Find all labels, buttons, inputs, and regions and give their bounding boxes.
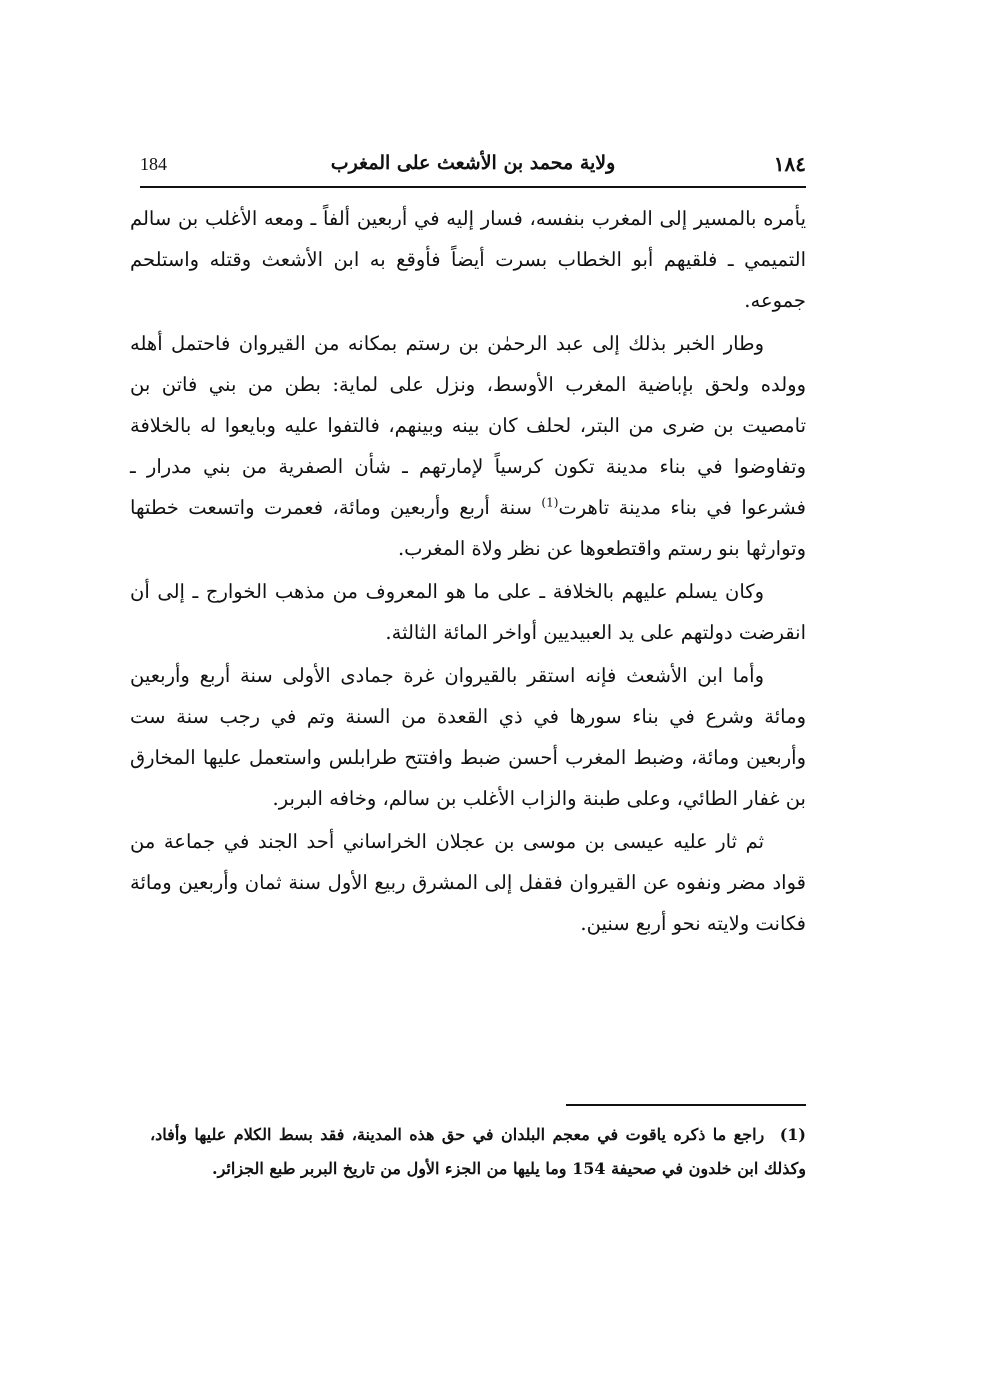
footnote-mark: (1): [779, 1125, 806, 1144]
page-number-latin: 184: [140, 154, 167, 174]
paragraph-1: يأمره بالمسير إلى المغرب بنفسه، فسار إليه في أربعين ألفاً ـ ومعه الأغلب بن سالم التميمي ـ فلقيهم أبو الخطاب بسرت أيضاً فأوقع به ابن الأشعث وقتله واستلحم جموعه.: [130, 207, 806, 312]
footnote-separator: [566, 1104, 806, 1106]
running-title: ولاية محمد بن الأشعث على المغرب: [330, 152, 616, 174]
paragraph-5: ثم ثار عليه عيسى بن موسى بن عجلان الخراساني أحد الجند في جماعة من قواد مضر ونفوه عن القيروان فقفل إلى المشرق ربيع الأول سنة ثمان وأربعين ومائة فكانت ولايته نحو أربع سنين.: [130, 830, 806, 935]
paragraph-3: وكان يسلم عليهم بالخلافة ـ على ما هو المعروف من مذهب الخوارج ـ إلى أن انقرضت دولتهم على يد العبيديين أواخر المائة الثالثة.: [130, 580, 806, 644]
footnote-text: راجع ما ذكره ياقوت في معجم البلدان في حق هذه المدينة، فقد بسط الكلام عليها وأفاد، وكذلك ابن خلدون في صحيفة 154 وما يليها من الجزء الأول من تاريخ البربر طبع الجزائر.: [150, 1125, 806, 1178]
footnote-reference[interactable]: (1): [541, 495, 559, 510]
main-text: [130, 198, 806, 946]
paragraph-2-text-after-ref: سنة أربع وأربعين ومائة، فعمرت واتسعت خطتها وتوارثها بنو رستم واقتطعوها عن نظر ولاة المغرب.: [130, 496, 806, 560]
paragraph-2-text-before-ref: وطار الخبر بذلك إلى عبد الرحمٰن بن رستم بمكانه من القيروان فاحتمل أهله وولده ولحق بإباضية المغرب الأوسط، ونزل على لماية: بطن من بني فاتن بن تامصيت بن ضرى من البتر، لحلف كان بينه وبينهم، فالتفوا عليه وبايعوا له بالخلافة وتفاوضوا في بناء مدينة تكون كرسياً لإمارتهم ـ شأن الصفرية من بني مدرار ـ فشرعوا في بناء مدينة تاهرت: [130, 332, 807, 519]
footnote: [150, 1118, 806, 1186]
header-rule: [140, 186, 806, 188]
paragraph-2: [130, 323, 806, 569]
page-number-arabic: ١٨٤: [773, 152, 806, 176]
running-header: [140, 150, 806, 182]
paragraph-4: وأما ابن الأشعث فإنه استقر بالقيروان غرة جمادى الأولى سنة أربع وأربعين ومائة وشرع في بناء سورها في ذي القعدة من السنة وتم في رجب سنة ست وأربعين ومائة، وضبط المغرب أحسن ضبط وافتتح طرابلس واستعمل عليها المخارق بن غفار الطائي، وعلى طبنة والزاب الأغلب بن سالم، وخافه البربر.: [130, 664, 806, 810]
